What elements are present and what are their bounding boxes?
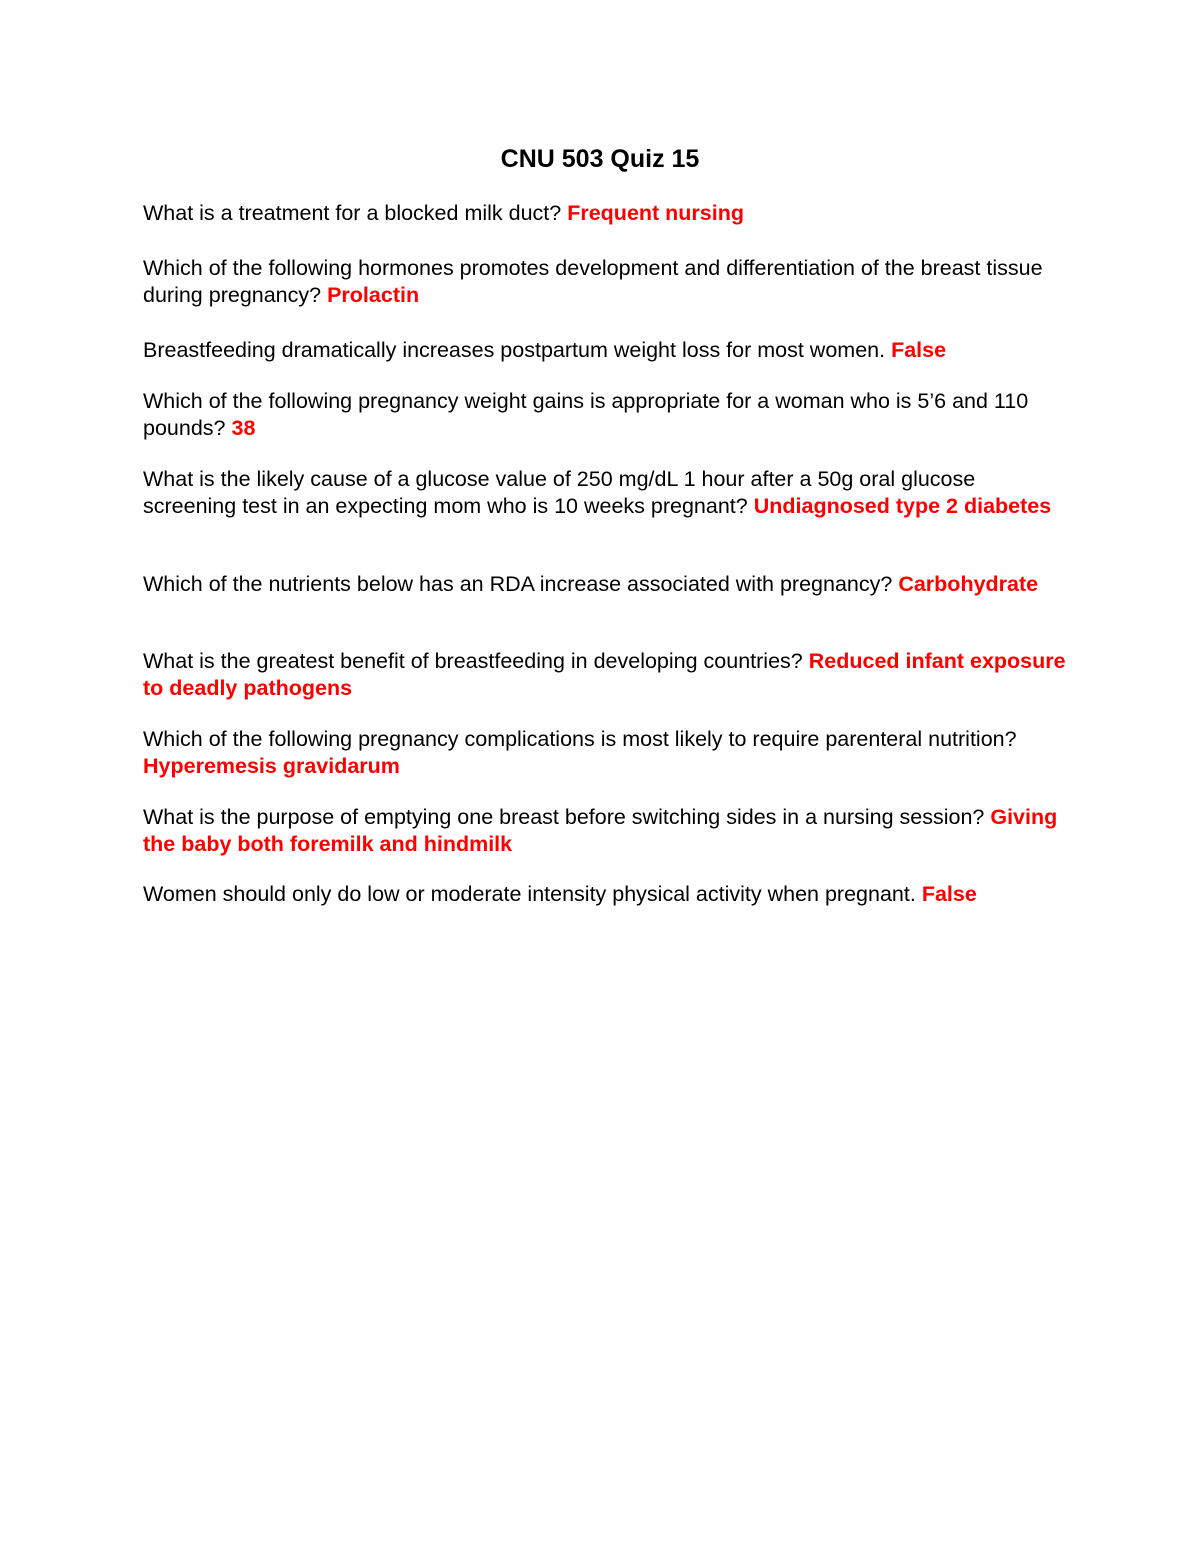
question-text: Which of the following pregnancy weight gains is appropriate for a woman who is 5’6 and 110 pounds? (143, 389, 1029, 440)
answer-text: Reduced infant exposure to deadly pathogens (143, 649, 1066, 700)
question-item-10 (143, 881, 1073, 908)
question-text: Which of the following hormones promotes development and differentiation of the breast tissue during pregnancy? (143, 256, 1043, 307)
question-text: Women should only do low or moderate intensity physical activity when pregnant. (143, 882, 916, 906)
question-item-3 (143, 337, 1073, 364)
question-text: Which of the following pregnancy complications is most likely to require parenteral nutrition? (143, 727, 1017, 751)
question-item-9 (143, 804, 1073, 857)
question-item-7 (143, 648, 1073, 701)
question-text: What is the likely cause of a glucose value of 250 mg/dL 1 hour after a 50g oral glucose screening test in an expecting mom who is 10 weeks pregnant? (143, 467, 976, 518)
question-text: What is the purpose of emptying one breast before switching sides in a nursing session? (143, 805, 985, 829)
answer-text: Frequent nursing (567, 201, 744, 225)
question-item-4 (143, 388, 1073, 441)
question-text: What is the greatest benefit of breastfeeding in developing countries? (143, 649, 803, 673)
answer-text: Prolactin (327, 282, 420, 307)
answer-text: Giving the baby both foremilk and hindmilk (143, 805, 1058, 856)
question-item-5 (143, 466, 1073, 519)
answer-text: False (891, 338, 947, 362)
answer-text: False (921, 882, 977, 906)
question-item-8 (143, 726, 1073, 779)
answer-text: Carbohydrate (898, 572, 1039, 596)
question-item-1 (143, 200, 1073, 227)
question-item-6 (143, 571, 1073, 598)
answer-text: Hyperemesis gravidarum (143, 753, 400, 778)
answer-text: Undiagnosed type 2 diabetes (753, 493, 1052, 518)
answer-text: 38 (231, 415, 256, 440)
question-item-2 (143, 255, 1073, 308)
question-text: What is a treatment for a blocked milk duct? (143, 201, 562, 225)
page-title: CNU 503 Quiz 15 (500, 145, 700, 173)
question-text: Which of the nutrients below has an RDA increase associated with pregnancy? (143, 572, 893, 596)
question-text: Breastfeeding dramatically increases postpartum weight loss for most women. (143, 338, 886, 362)
